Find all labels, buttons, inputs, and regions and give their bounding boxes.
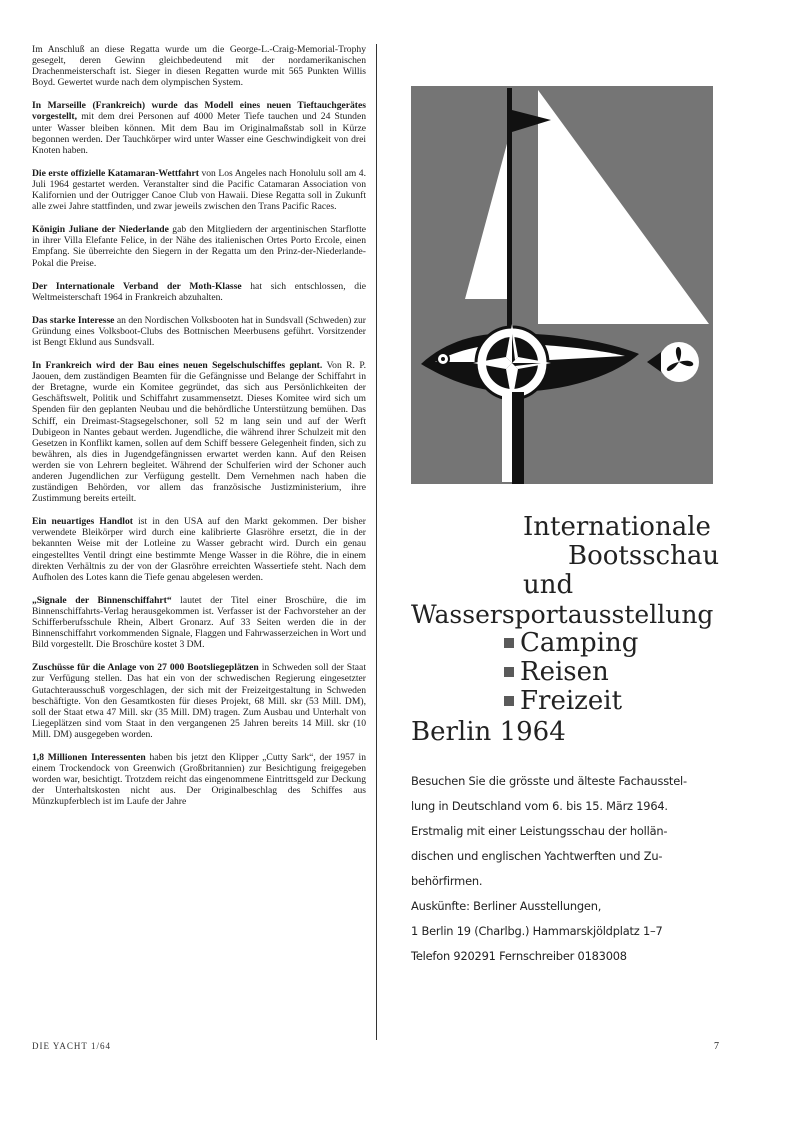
- article-paragraph: Ein neuartiges Handlot ist in den USA auf den Markt gekommen. Der bisher verwendete Bleikörper wird durch eine kalibrierte Glasröhre ersetzt, die in der bekannten Weise mit der Lotleine zu Wasser gebracht wird. Durch ein genau eingestelltes Ventil dringt eine bestimmte Menge Wasser in die Röhre, die in einem direkten Verhältnis zu der von der Glasröhre erreichten Wassertiefe steht. Nach dem Aufholen des Lotes kann die Tiefe genau abgelesen werden.: [32, 516, 366, 583]
- info-line: 1 Berlin 19 (Charlbg.) Hammarskjöldplatz 1–7: [411, 924, 663, 938]
- article-paragraph: „Signale der Binnenschiffahrt“ lautet der Titel einer Broschüre, die im Binnenschiffahrts-Verlag herausgekommen ist. Verfasser ist der Fachvorsteher an der Schifferberufsschule Rhein, Albert Gronarz. Auf 33 Seiten werden die in der Binnenschiffahrt vorkommenden Signale, Flaggen und Fahrwasserzeichen in Wort und Bild vorgestellt. Die Broschüre kostet 3 DM.: [32, 594, 366, 651]
- article-paragraph: Im Anschluß an diese Regatta wurde um die George-L.-Craig-Memorial-Trophy gesegelt, deren Gewinn gleichbedeutend mit der nordamerikanischen Drachenmeisterschaft ist. Sieger in diesen Regatten wurde mit 565 Punkten Willis Boyd. Gewertet wurde nach dem olympischen System.: [32, 44, 366, 89]
- eye-pupil: [441, 357, 445, 361]
- info-line: lung in Deutschland vom 6. bis 15. März 1964.: [411, 799, 668, 813]
- headline-year: Berlin 1964: [411, 717, 566, 747]
- article-paragraph: Die erste offizielle Katamaran-Wettfahrt von Los Angeles nach Honolulu soll am 4. Juli 1964 gestartet werden. Veranstalter sind die Pacific Catamaran Association von Kalifornien und der Outrigger Canoe Club von Hawaii. Diese Regatta soll in Zukunft alle zwei Jahre stattfinden, und zwar jeweils zwischen den Trans Pacific Races.: [32, 167, 366, 213]
- article-paragraph: Der Internationale Verband der Moth-Klasse hat sich entschlossen, die Weltmeisterschaft 1964 in Frankreich abzuhalten.: [32, 280, 366, 303]
- page-number: 7: [714, 1041, 719, 1052]
- article-paragraph: Zuschüsse für die Anlage von 27 000 Bootsliegeplätzen in Schweden soll der Staat zur Verfügung stellen. Das hat ein von der schwedischen Regierung eingesetzter Gutachterausschuß vorgeschlagen, der sich mit der Freizeitgestaltung in Schweden beschäftigte. Von den Gesamtkosten für dieses Projekt, 68 Mill. skr (53 Mill. DM), soll der Staat etwa 47 Mill. skr (35 Mill. DM) tragen. Zum Ausbau und Unterhalt von Liegeplätzen sind vom Staat in den vergangenen 25 Jahren bereits 14 Mill. skr (10 Mill. DM) ausgegeben worden.: [32, 662, 366, 740]
- article-paragraph: 1,8 Millionen Interessenten haben bis jetzt den Klipper „Cutty Sark“, der 1957 in einem Trockendock von Greenwich (Großbritannien) zur Besichtigung freigegeben worden war, besichtigt. Trotzdem reicht das eingenommene Eintrittsgeld zur Deckung der Unterhaltskosten nicht aus. Der Originalbeschlag des Schiffes aus Münzkupferblech ist im Laufe der Jahre: [32, 751, 367, 808]
- bullet-item: Reisen: [411, 658, 713, 687]
- info-line: dischen und englischen Yachtwerften und Zu-: [411, 849, 663, 863]
- info-line: behörfirmen.: [411, 874, 483, 888]
- magazine-footer: DIE YACHT 1/64: [32, 1041, 111, 1051]
- boat-show-poster: [411, 86, 713, 484]
- article-paragraph: In Frankreich wird der Bau eines neuen Segelschulschiffes geplant. Von R. P. Jaouen, dem zuständigen Beamten für die Gefängnisse und Belange der Schiffahrt in der Bretagne, wurde ein Komitee gegründet, das sich aus Persönlichkeiten der Geschäftswelt, Politik und Schiffahrt zusammensetzt. Dieses Komitee wird sich um Spenden für den geplanten Neubau und die behördliche Unterstützung bemühen. Das Schiff, ein Dreimast-Stagsegelschoner, soll 52 m lang sein und auf der Werft Dubigeon in Nantes gebaut werden. Jugendliche, die während ihrer Schulzeit mit den Gesetzen in Konflikt kamen, sollen auf dem Schiff bessere Gelegenheit finden, sich zu bewähren, als dies in Jugendgefängnissen erwartet werden kann. Auf den Reisen werden sie von Lehrern begleitet. Während der Schulferien wird der Schoner auch anderen Jugendlichen zur Verfügung gestellt. Dem Vernehmen nach haben die zuständigen Behörden, vor allem das französische Justizministerium, ihre Zustimmung bereits erteilt.: [32, 360, 366, 505]
- keel-post-dark: [512, 392, 524, 484]
- sailboat-compass-illustration: [411, 86, 713, 484]
- bullet-item: Camping: [411, 629, 713, 658]
- info-line: Besuchen Sie die grösste und älteste Fachausstel-: [411, 774, 687, 788]
- square-bullet-icon: [504, 696, 514, 706]
- article-paragraph: Königin Juliane der Niederlande gab den Mitgliedern der argentinischen Starflotte in ihrer Villa Elefante Felice, in der Nähe des italienischen Ortes Porto Ercole, einen Empfang. Sie überreichte den Siegern in der Regatta um den Prinz-der-Niederlande-Pokal die Preise.: [32, 224, 366, 269]
- square-bullet-icon: [504, 667, 514, 677]
- info-line: Erstmalig mit einer Leistungsschau der hollän-: [411, 824, 668, 838]
- headline-line: Wassersportausstellung: [411, 600, 714, 629]
- headline-line: Internationale: [523, 512, 711, 542]
- headline-line: Bootsschau: [568, 541, 720, 571]
- info-line: Auskünfte: Berliner Ausstellungen,: [411, 899, 602, 913]
- article-paragraph: In Marseille (Frankreich) wurde das Modell eines neuen Tieftauchgerätes vorgestellt, mit dem drei Personen auf 4000 Meter Tiefe tauchen und 24 Stunden unter Wasser bleiben können. Mit dem Bau im Originalmaßstab soll in Kürze begonnen werden. Der Tauchkörper wird unter Wasser eine Geschwindigkeit von drei Knoten haben.: [32, 100, 366, 156]
- ad-headline: [411, 512, 720, 747]
- article-column: [32, 44, 366, 819]
- headline-line: und: [523, 570, 574, 600]
- ad-info-text: [411, 773, 717, 973]
- article-paragraph: Das starke Interesse an den Nordischen Volksbooten hat in Sundsvall (Schweden) zur Gründung eines Volksboot-Clubs des Bottnischen Meerbusens geführt. Vorsitzender ist Bengt Eklund aus Sundsvall.: [32, 314, 366, 348]
- info-line: Telefon 920291 Fernschreiber 0183008: [411, 949, 627, 963]
- square-bullet-icon: [504, 638, 514, 648]
- bullet-item: Freizeit: [411, 687, 713, 716]
- column-divider: [376, 44, 377, 1040]
